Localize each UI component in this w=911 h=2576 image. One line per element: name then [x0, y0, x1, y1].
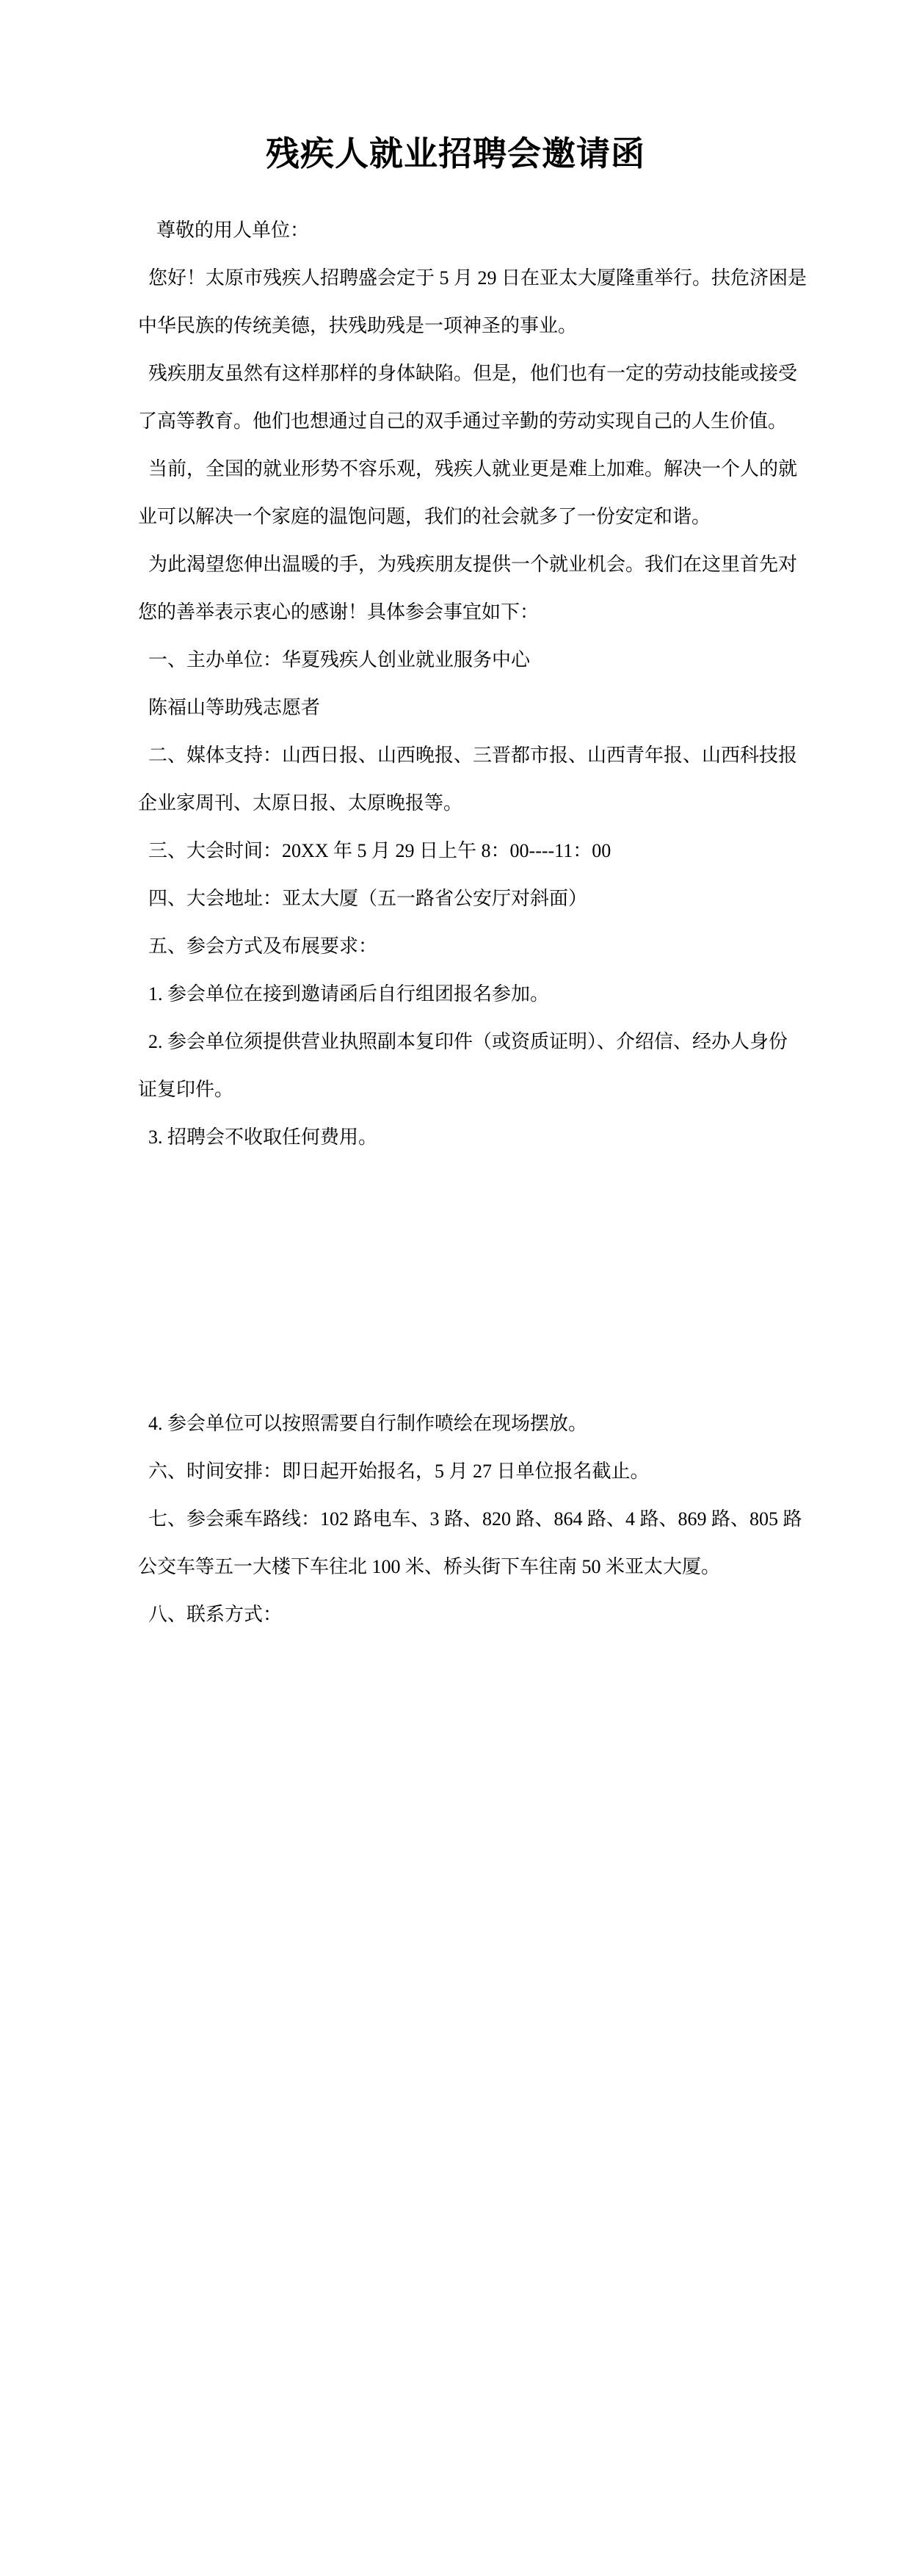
doc-line-item5-sub2-2: 证复印件。: [138, 1079, 234, 1100]
doc-line-item1-organizer: 一、主办单位：华夏残疾人创业就业服务中心: [148, 649, 531, 670]
doc-line-item5-sub2-1: 2. 参会单位须提供营业执照副本复印件（或资质证明）、介绍信、经办人身份: [148, 1031, 788, 1052]
doc-line-item5-sub1: 1. 参会单位在接到邀请函后自行组团报名参加。: [148, 983, 550, 1005]
doc-line-item7-routes-2: 公交车等五一大楼下车往北 100 米、桥头街下车往南 50 米亚太大厦。: [138, 1556, 721, 1577]
doc-line-item6-schedule: 六、时间安排：即日起开始报名，5 月 27 日单位报名截止。: [148, 1461, 650, 1482]
doc-line-item1-volunteers: 陈福山等助残志愿者: [148, 697, 321, 718]
doc-line-para2-2: 了高等教育。他们也想通过自己的双手通过辛勤的劳动实现自己的人生价值。: [138, 410, 788, 432]
doc-line-intro-1: 您好！太原市残疾人招聘盛会定于 5 月 29 日在亚太大厦隆重举行。扶危济困是: [148, 267, 807, 289]
doc-line-para2-1: 残疾朋友虽然有这样那样的身体缺陷。但是，他们也有一定的劳动技能或接受: [148, 363, 798, 384]
doc-line-salutation: 尊敬的用人单位：: [156, 220, 310, 241]
doc-line-item2-media-2: 企业家周刊、太原日报、太原晚报等。: [138, 792, 463, 814]
doc-line-para3-2: 业可以解决一个家庭的温饱问题，我们的社会就多了一份安定和谐。: [138, 506, 711, 527]
doc-line-item5-sub3: 3. 招聘会不收取任何费用。: [148, 1126, 378, 1148]
document-title: 残疾人就业招聘会邀请函: [266, 134, 645, 173]
doc-line-para4-1: 为此渴望您伸出温暖的手，为残疾朋友提供一个就业机会。我们在这里首先对: [148, 554, 798, 575]
doc-line-para3-1: 当前，全国的就业形势不容乐观，残疾人就业更是难上加难。解决一个人的就: [148, 458, 798, 480]
doc-line-item8-contact: 八、联系方式：: [148, 1604, 283, 1625]
doc-line-intro-2: 中华民族的传统美德，扶残助残是一项神圣的事业。: [138, 315, 578, 336]
doc-line-item3-time: 三、大会时间：20XX 年 5 月 29 日上午 8：00----11：00: [148, 840, 611, 861]
doc-line-para4-2: 您的善举表示衷心的感谢！具体参会事宜如下：: [138, 601, 540, 623]
doc-line-item2-media-1: 二、媒体支持：山西日报、山西晚报、三晋都市报、山西青年报、山西科技报: [148, 745, 798, 766]
doc-line-item7-routes-1: 七、参会乘车路线：102 路电车、3 路、820 路、864 路、4 路、869 路、805 路: [148, 1508, 802, 1530]
doc-line-item5-heading: 五、参会方式及布展要求：: [148, 936, 378, 957]
doc-line-item5-sub4: 4. 参会单位可以按照需要自行制作喷绘在现场摆放。: [148, 1413, 588, 1434]
doc-line-item4-address: 四、大会地址：亚太大厦（五一路省公安厅对斜面）: [148, 888, 588, 909]
